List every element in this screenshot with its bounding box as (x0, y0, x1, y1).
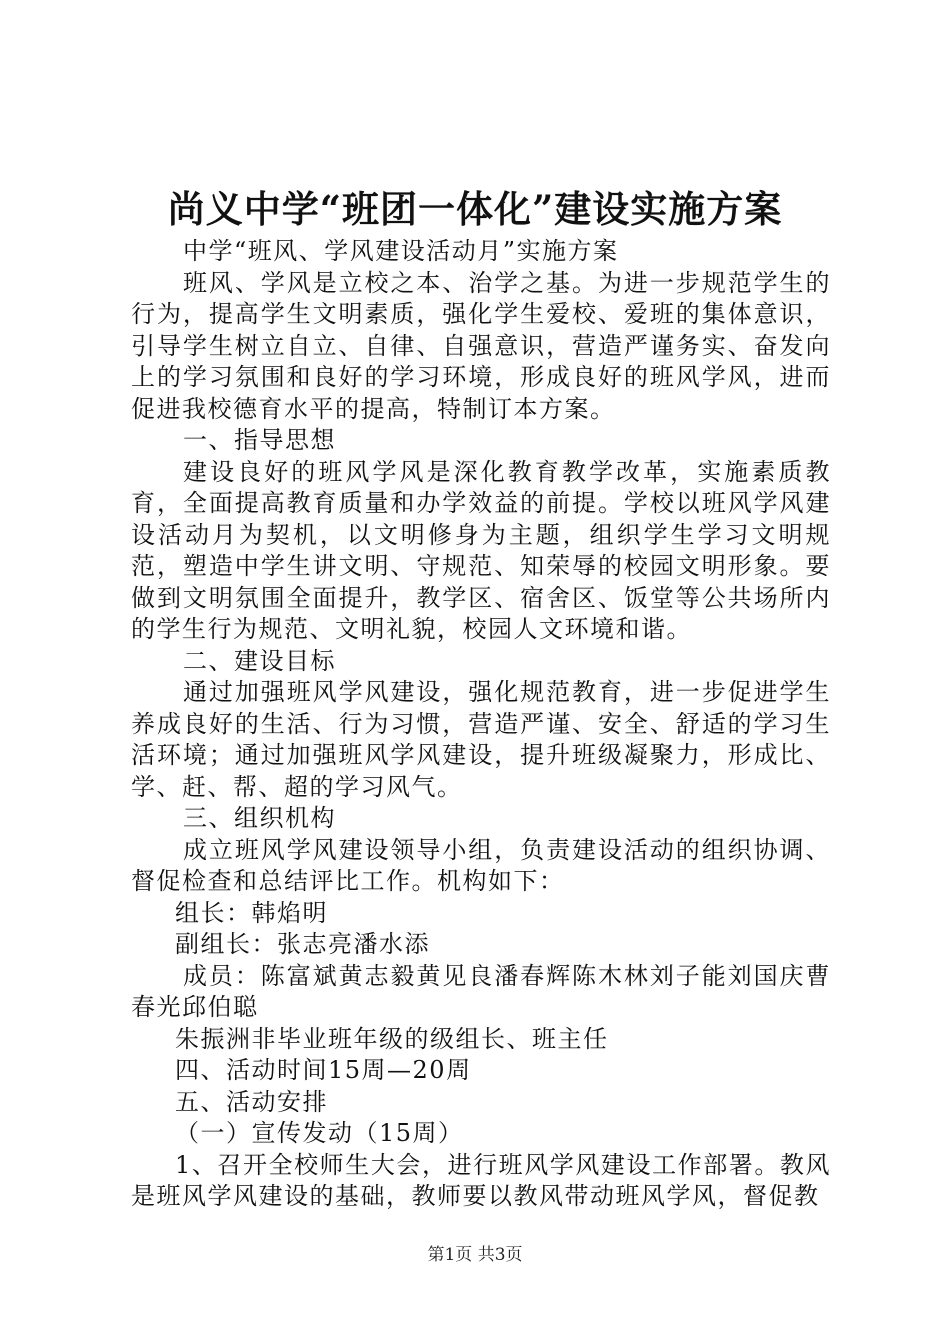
section-heading-arrangements: 五、活动安排 (175, 1087, 328, 1116)
section-heading-schedule: 四、活动时间15周—20周 (175, 1056, 472, 1084)
intro-paragraph: 班风、学风是立校之本、治学之基。为进一步规范学生的行为，提高学生文明素质，强化学生爱校、爱班的集体意识，引导学生树立自立、自律、自强意识，营造严谨务实、奋发向上的学习氛围和良好的学习环境，形成良好的班风学风，进而促进我校德育水平的提高，特制订本方案。 (131, 268, 831, 423)
deputy-leader-line: 副组长：张志亮潘水添 (175, 930, 430, 958)
members-paragraph: 成员：陈富斌黄志毅黄见良潘春辉陈木林刘子能刘国庆曹春光邱伯聪 (131, 961, 831, 1021)
organization-paragraph: 成立班风学风建设领导小组，负责建设活动的组织协调、督促检查和总结评比工作。机构如下： (131, 835, 831, 895)
document-title: 尚义中学“班团一体化”建设实施方案 (167, 187, 783, 231)
item-1-paragraph: 1、召开全校师生大会，进行班风学风建设工作部署。教风是班风学风建设的基础，教师要以教风带动班风学风，督促教 (131, 1150, 831, 1210)
guiding-ideology-paragraph: 建设良好的班风学风是深化教育教学改革，实施素质教育，全面提高教育质量和办学效益的前提。学校以班风学风建设活动月为契机，以文明修身为主题，组织学生学习文明规范，塑造中学生讲文明、守规范、知荣辱的校园文明形象。要做到文明氛围全面提升，教学区、宿舍区、饭堂等公共场所内的学生行为规范、文明礼貌，校园人文环境和谐。 (131, 457, 831, 643)
subsection-heading-publicity: （一）宣传发动（15周） (175, 1119, 464, 1147)
page-footer: 第1页 共3页 (427, 1245, 523, 1265)
members-continued-line: 朱振洲非毕业班年级的级组长、班主任 (175, 1024, 609, 1053)
section-heading-organization: 三、组织机构 (183, 804, 336, 832)
document-body (131, 236, 831, 1213)
section-heading-guiding-ideology: 一、指导思想 (183, 426, 336, 454)
goals-paragraph: 通过加强班风学风建设，强化规范教育，进一步促进学生养成良好的生活、行为习惯，营造严谨、安全、舒适的学习生活环境；通过加强班风学风建设，提升班级凝聚力，形成比、学、赶、帮、超的学习风气。 (131, 678, 831, 801)
section-heading-goals: 二、建设目标 (183, 646, 336, 675)
subtitle-paragraph: 中学“班风、学风建设活动月”实施方案 (183, 237, 619, 265)
group-leader-line: 组长：韩焰明 (175, 898, 328, 927)
